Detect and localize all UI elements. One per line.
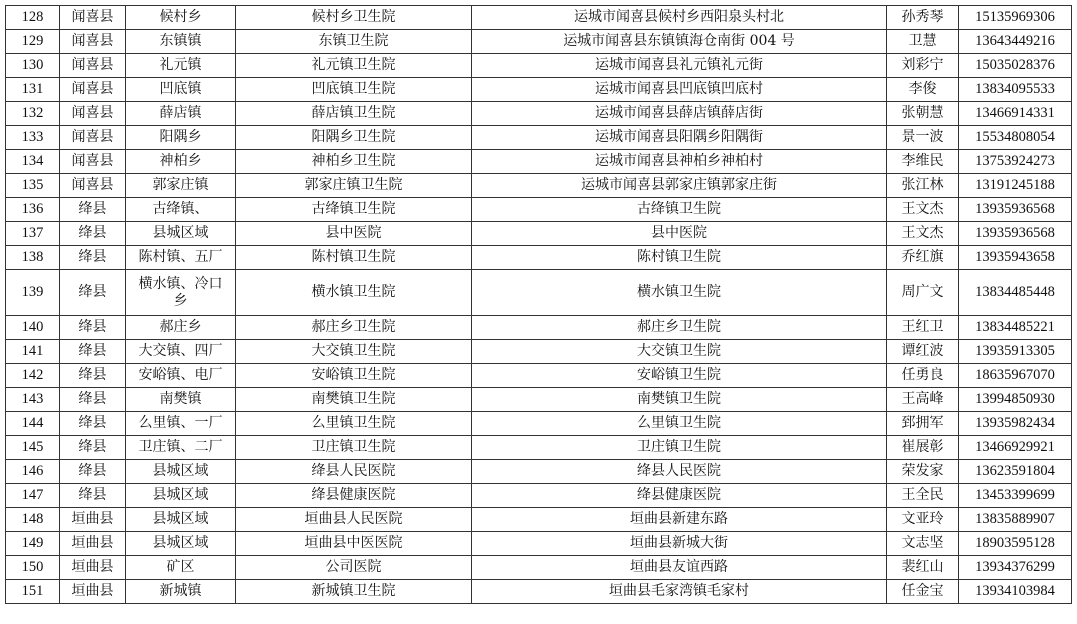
facility-cell: 郭家庄镇卫生院 [236, 174, 472, 198]
county-cell: 闻喜县 [60, 126, 126, 150]
row-number: 133 [6, 126, 60, 150]
contact-cell: 荣发家 [887, 460, 959, 484]
town-cell: 南樊镇 [126, 388, 236, 412]
facility-cell: 绛县人民医院 [236, 460, 472, 484]
address-cell: 大交镇卫生院 [472, 340, 887, 364]
row-number: 146 [6, 460, 60, 484]
address-cell: 古绛镇卫生院 [472, 198, 887, 222]
contact-cell: 李维民 [887, 150, 959, 174]
town-cell: 薛店镇 [126, 102, 236, 126]
contact-cell: 景一波 [887, 126, 959, 150]
facility-cell: 绛县健康医院 [236, 484, 472, 508]
table-row [6, 54, 1072, 78]
county-cell: 闻喜县 [60, 6, 126, 30]
town-cell: 横水镇、冷口乡 [126, 270, 236, 316]
document-page [5, 5, 1072, 604]
row-number: 135 [6, 174, 60, 198]
phone-cell: 13834485221 [959, 316, 1072, 340]
phone-cell: 13934103984 [959, 580, 1072, 604]
phone-cell: 13623591804 [959, 460, 1072, 484]
row-number: 147 [6, 484, 60, 508]
county-cell: 绛县 [60, 222, 126, 246]
county-cell: 绛县 [60, 270, 126, 316]
address-cell: 运城市闻喜县东镇镇海仓南街 004 号 [472, 30, 887, 54]
phone-cell: 13835889907 [959, 508, 1072, 532]
town-cell: 候村乡 [126, 6, 236, 30]
town-cell: 么里镇、一厂 [126, 412, 236, 436]
address-cell: 垣曲县新建东路 [472, 508, 887, 532]
phone-cell: 13935936568 [959, 222, 1072, 246]
facility-cell: 卫庄镇卫生院 [236, 436, 472, 460]
address-cell: 垣曲县毛家湾镇毛家村 [472, 580, 887, 604]
row-number: 151 [6, 580, 60, 604]
county-cell: 垣曲县 [60, 580, 126, 604]
table-row [6, 316, 1072, 340]
town-cell: 郝庄乡 [126, 316, 236, 340]
facility-cell: 阳隅乡卫生院 [236, 126, 472, 150]
contact-cell: 乔红旗 [887, 246, 959, 270]
county-cell: 绛县 [60, 316, 126, 340]
row-number: 132 [6, 102, 60, 126]
town-cell: 神柏乡 [126, 150, 236, 174]
row-number: 129 [6, 30, 60, 54]
facility-cell: 薛店镇卫生院 [236, 102, 472, 126]
address-cell: 郝庄乡卫生院 [472, 316, 887, 340]
table-row [6, 102, 1072, 126]
row-number: 142 [6, 364, 60, 388]
phone-cell: 13935982434 [959, 412, 1072, 436]
contact-cell: 李俊 [887, 78, 959, 102]
town-cell: 陈村镇、五厂 [126, 246, 236, 270]
facility-cell: 新城镇卫生院 [236, 580, 472, 604]
county-cell: 绛县 [60, 460, 126, 484]
county-cell: 绛县 [60, 364, 126, 388]
facility-cell: 么里镇卫生院 [236, 412, 472, 436]
row-number: 128 [6, 6, 60, 30]
town-cell: 古绛镇、 [126, 198, 236, 222]
table-row [6, 30, 1072, 54]
county-cell: 闻喜县 [60, 150, 126, 174]
row-number: 138 [6, 246, 60, 270]
county-cell: 闻喜县 [60, 54, 126, 78]
row-number: 145 [6, 436, 60, 460]
county-cell: 绛县 [60, 436, 126, 460]
contact-cell: 文志坚 [887, 532, 959, 556]
facility-cell: 垣曲县人民医院 [236, 508, 472, 532]
town-cell: 县城区域 [126, 532, 236, 556]
phone-cell: 13935913305 [959, 340, 1072, 364]
table-row [6, 364, 1072, 388]
town-cell: 东镇镇 [126, 30, 236, 54]
town-cell: 大交镇、四厂 [126, 340, 236, 364]
town-cell: 县城区域 [126, 508, 236, 532]
phone-cell: 13753924273 [959, 150, 1072, 174]
town-cell: 县城区域 [126, 460, 236, 484]
contact-cell: 谭红波 [887, 340, 959, 364]
phone-cell: 13466929921 [959, 436, 1072, 460]
row-number: 140 [6, 316, 60, 340]
facility-cell: 东镇卫生院 [236, 30, 472, 54]
address-cell: 县中医院 [472, 222, 887, 246]
table-row [6, 388, 1072, 412]
county-cell: 闻喜县 [60, 30, 126, 54]
phone-cell: 13834485448 [959, 270, 1072, 316]
facility-cell: 大交镇卫生院 [236, 340, 472, 364]
facility-cell: 古绛镇卫生院 [236, 198, 472, 222]
address-cell: 运城市闻喜县阳隅乡阳隅街 [472, 126, 887, 150]
county-cell: 绛县 [60, 198, 126, 222]
county-cell: 绛县 [60, 340, 126, 364]
phone-cell: 18635967070 [959, 364, 1072, 388]
phone-cell: 13994850930 [959, 388, 1072, 412]
row-number: 141 [6, 340, 60, 364]
table-row [6, 580, 1072, 604]
table-row [6, 340, 1072, 364]
contact-cell: 郅拥军 [887, 412, 959, 436]
address-cell: 安峪镇卫生院 [472, 364, 887, 388]
address-cell: 运城市闻喜县神柏乡神柏村 [472, 150, 887, 174]
town-cell: 郭家庄镇 [126, 174, 236, 198]
town-cell: 卫庄镇、二厂 [126, 436, 236, 460]
town-cell: 凹底镇 [126, 78, 236, 102]
facility-cell: 礼元镇卫生院 [236, 54, 472, 78]
table-row [6, 412, 1072, 436]
facility-cell: 凹底镇卫生院 [236, 78, 472, 102]
row-number: 144 [6, 412, 60, 436]
facility-cell: 横水镇卫生院 [236, 270, 472, 316]
contact-cell: 张朝慧 [887, 102, 959, 126]
row-number: 134 [6, 150, 60, 174]
county-cell: 绛县 [60, 412, 126, 436]
contact-cell: 王红卫 [887, 316, 959, 340]
phone-cell: 13834095533 [959, 78, 1072, 102]
contact-cell: 王全民 [887, 484, 959, 508]
address-cell: 卫庄镇卫生院 [472, 436, 887, 460]
row-number: 131 [6, 78, 60, 102]
table-row [6, 532, 1072, 556]
contact-cell: 文亚玲 [887, 508, 959, 532]
phone-cell: 13935936568 [959, 198, 1072, 222]
town-cell: 新城镇 [126, 580, 236, 604]
table-body [6, 6, 1072, 604]
phone-cell: 13934376299 [959, 556, 1072, 580]
table-row [6, 484, 1072, 508]
contact-cell: 张江林 [887, 174, 959, 198]
facility-cell: 神柏乡卫生院 [236, 150, 472, 174]
contact-cell: 孙秀琴 [887, 6, 959, 30]
contact-cell: 周广文 [887, 270, 959, 316]
row-number: 148 [6, 508, 60, 532]
address-cell: 运城市闻喜县凹底镇凹底村 [472, 78, 887, 102]
county-cell: 垣曲县 [60, 508, 126, 532]
row-number: 149 [6, 532, 60, 556]
table-row [6, 126, 1072, 150]
phone-cell: 15534808054 [959, 126, 1072, 150]
county-cell: 绛县 [60, 388, 126, 412]
address-cell: 绛县健康医院 [472, 484, 887, 508]
address-cell: 南樊镇卫生院 [472, 388, 887, 412]
contact-cell: 王文杰 [887, 222, 959, 246]
table-row [6, 174, 1072, 198]
address-cell: 垣曲县新城大街 [472, 532, 887, 556]
contact-cell: 裴红山 [887, 556, 959, 580]
county-cell: 闻喜县 [60, 174, 126, 198]
facility-cell: 南樊镇卫生院 [236, 388, 472, 412]
contact-cell: 崔展彰 [887, 436, 959, 460]
facility-cell: 安峪镇卫生院 [236, 364, 472, 388]
address-cell: 横水镇卫生院 [472, 270, 887, 316]
table-row [6, 436, 1072, 460]
contact-cell: 任金宝 [887, 580, 959, 604]
row-number: 137 [6, 222, 60, 246]
address-cell: 绛县人民医院 [472, 460, 887, 484]
phone-cell: 13453399699 [959, 484, 1072, 508]
table-row [6, 222, 1072, 246]
address-cell: 陈村镇卫生院 [472, 246, 887, 270]
table-row [6, 150, 1072, 174]
table-row [6, 78, 1072, 102]
facility-cell: 候村乡卫生院 [236, 6, 472, 30]
contact-cell: 任勇良 [887, 364, 959, 388]
table-row [6, 6, 1072, 30]
phone-cell: 18903595128 [959, 532, 1072, 556]
address-cell: 运城市闻喜县候村乡西阳泉头村北 [472, 6, 887, 30]
town-cell: 阳隅乡 [126, 126, 236, 150]
contact-cell: 王文杰 [887, 198, 959, 222]
table-row [6, 508, 1072, 532]
county-cell: 绛县 [60, 246, 126, 270]
phone-cell: 13466914331 [959, 102, 1072, 126]
contact-cell: 卫慧 [887, 30, 959, 54]
clinic-table [5, 5, 1072, 604]
county-cell: 闻喜县 [60, 102, 126, 126]
table-row [6, 198, 1072, 222]
row-number: 143 [6, 388, 60, 412]
county-cell: 垣曲县 [60, 532, 126, 556]
table-row [6, 460, 1072, 484]
address-cell: 么里镇卫生院 [472, 412, 887, 436]
town-cell: 县城区域 [126, 484, 236, 508]
phone-cell: 15035028376 [959, 54, 1072, 78]
phone-cell: 13643449216 [959, 30, 1072, 54]
contact-cell: 刘彩宁 [887, 54, 959, 78]
phone-cell: 13191245188 [959, 174, 1072, 198]
row-number: 136 [6, 198, 60, 222]
row-number: 130 [6, 54, 60, 78]
address-cell: 运城市闻喜县薛店镇薛店街 [472, 102, 887, 126]
town-cell: 安峪镇、电厂 [126, 364, 236, 388]
address-cell: 运城市闻喜县郭家庄镇郭家庄街 [472, 174, 887, 198]
address-cell: 垣曲县友谊西路 [472, 556, 887, 580]
facility-cell: 垣曲县中医医院 [236, 532, 472, 556]
row-number: 150 [6, 556, 60, 580]
town-cell: 县城区域 [126, 222, 236, 246]
table-row [6, 556, 1072, 580]
table-row [6, 270, 1072, 316]
facility-cell: 公司医院 [236, 556, 472, 580]
facility-cell: 县中医院 [236, 222, 472, 246]
row-number: 139 [6, 270, 60, 316]
county-cell: 闻喜县 [60, 78, 126, 102]
address-cell: 运城市闻喜县礼元镇礼元街 [472, 54, 887, 78]
phone-cell: 15135969306 [959, 6, 1072, 30]
town-cell: 矿区 [126, 556, 236, 580]
phone-cell: 13935943658 [959, 246, 1072, 270]
county-cell: 绛县 [60, 484, 126, 508]
town-cell: 礼元镇 [126, 54, 236, 78]
facility-cell: 郝庄乡卫生院 [236, 316, 472, 340]
contact-cell: 王高峰 [887, 388, 959, 412]
facility-cell: 陈村镇卫生院 [236, 246, 472, 270]
table-row [6, 246, 1072, 270]
county-cell: 垣曲县 [60, 556, 126, 580]
